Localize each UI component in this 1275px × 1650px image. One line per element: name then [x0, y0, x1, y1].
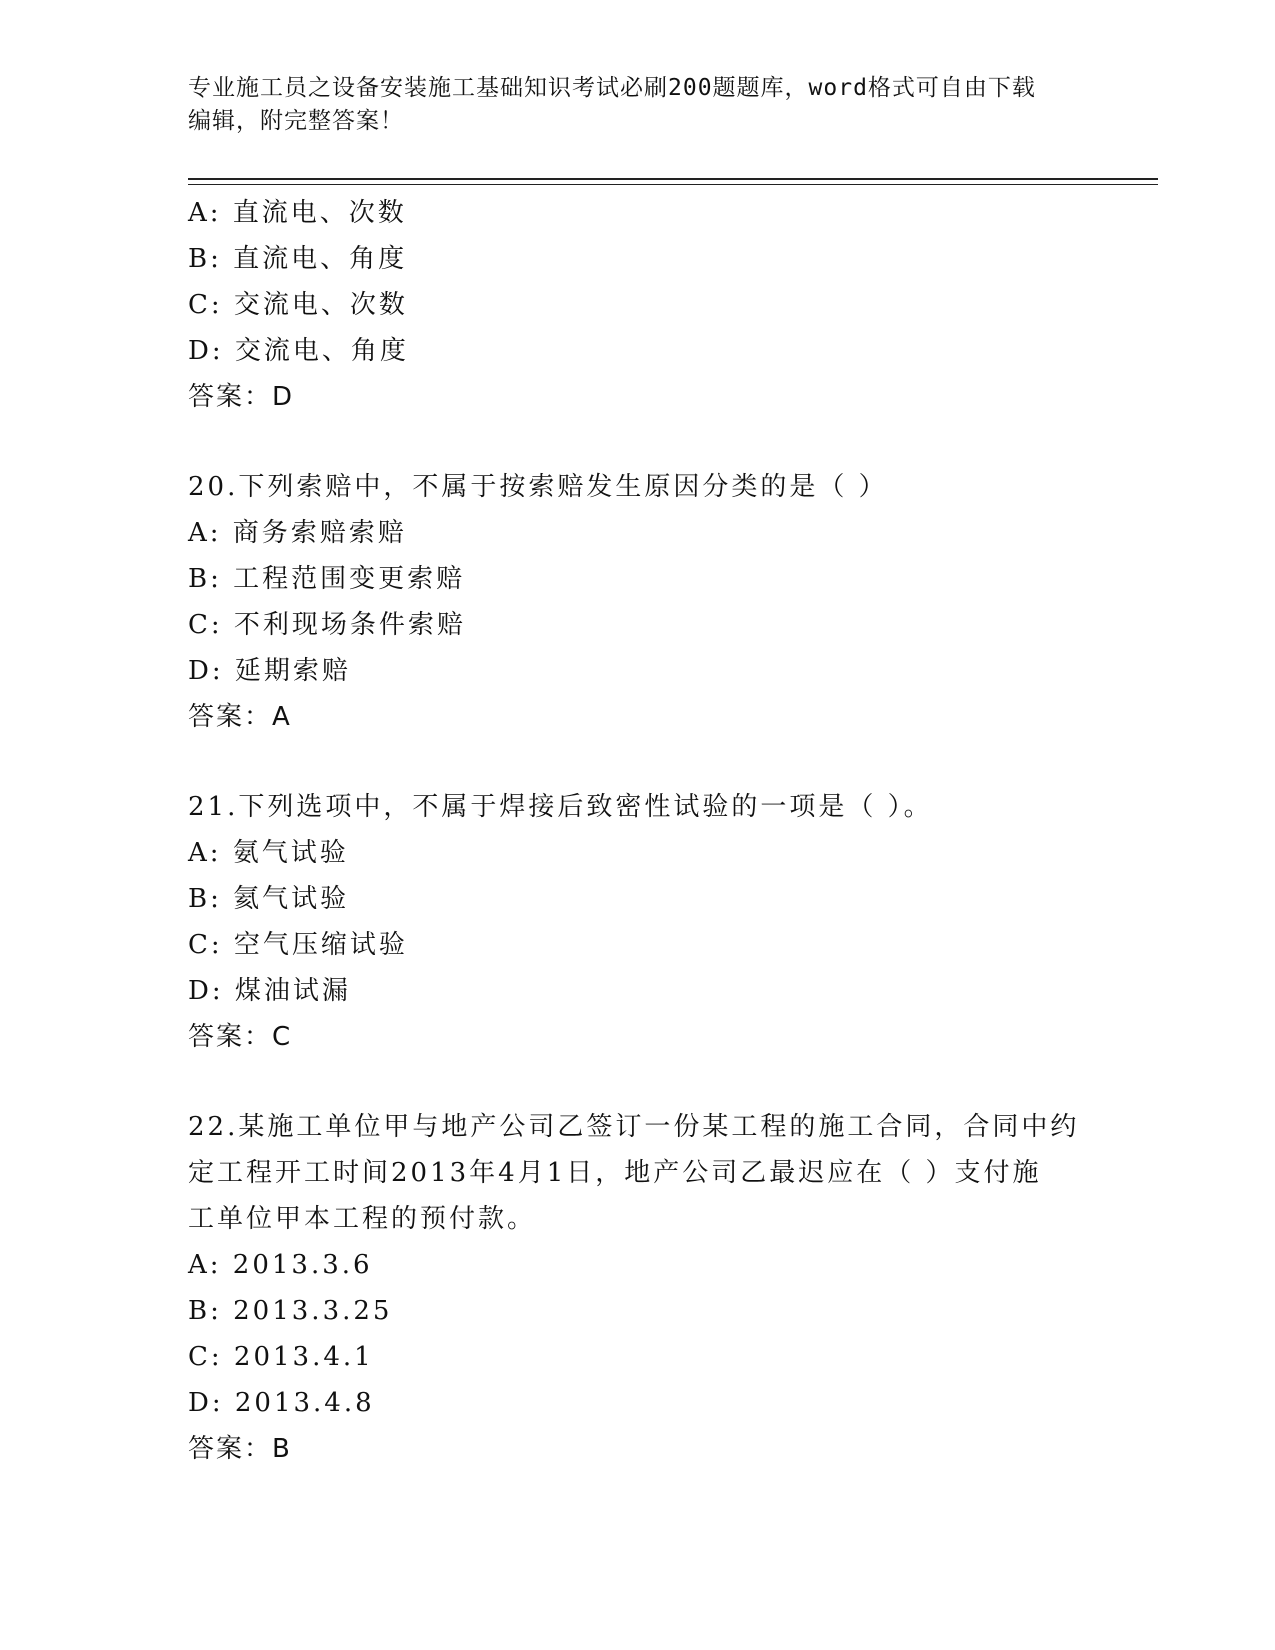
document-header [188, 72, 1088, 138]
option-b: B: 直流电、角度 [188, 244, 408, 274]
question-20-block [188, 464, 1088, 740]
option-b: B: 2013.3.25 [188, 1296, 393, 1326]
option-b: B: 工程范围变更索赔 [188, 564, 466, 594]
option-c: C: 空气压缩试验 [188, 930, 408, 960]
option-a: A: 2013.3.6 [188, 1250, 373, 1280]
answer-line: 答案：A [188, 702, 292, 732]
option-a: A: 直流电、次数 [188, 198, 407, 228]
question-stem-line-2: 定工程开工时间2013年4月1日，地产公司乙最迟应在（ ）支付施 [188, 1158, 1042, 1188]
answer-line: 答案：C [188, 1022, 293, 1052]
option-c: C: 不利现场条件索赔 [188, 610, 466, 640]
option-c: C: 交流电、次数 [188, 290, 408, 320]
answer-line: 答案：D [188, 382, 295, 412]
question-21-block [188, 784, 1088, 1060]
question-stem-line-3: 工单位甲本工程的预付款。 [188, 1204, 537, 1234]
question-stem-line-1: 22.某施工单位甲与地产公司乙签订一份某工程的施工合同，合同中约 [188, 1112, 1080, 1142]
header-line-1: 专业施工员之设备安装施工基础知识考试必刷200题题库，word格式可自由下载 [188, 75, 1036, 101]
option-d: D: 交流电、角度 [188, 336, 409, 366]
option-c: C: 2013.4.1 [188, 1342, 374, 1372]
header-divider-thick [188, 178, 1158, 180]
option-d: D: 延期索赔 [188, 656, 351, 686]
answer-line: 答案：B [188, 1434, 292, 1464]
option-d: D: 煤油试漏 [188, 976, 351, 1006]
option-a: A: 氨气试验 [188, 838, 349, 868]
option-d: D: 2013.4.8 [188, 1388, 375, 1418]
question-22-block [188, 1104, 1088, 1472]
header-divider-thin [188, 184, 1158, 185]
option-a: A: 商务索赔索赔 [188, 518, 407, 548]
question-list [188, 190, 1088, 1472]
question-stem: 20.下列索赔中，不属于按索赔发生原因分类的是（ ） [188, 472, 888, 502]
question-stem: 21.下列选项中，不属于焊接后致密性试验的一项是（ ）。 [188, 792, 933, 822]
question-19-block [188, 190, 1088, 420]
header-line-2: 编辑，附完整答案！ [188, 108, 404, 134]
option-b: B: 氦气试验 [188, 884, 350, 914]
